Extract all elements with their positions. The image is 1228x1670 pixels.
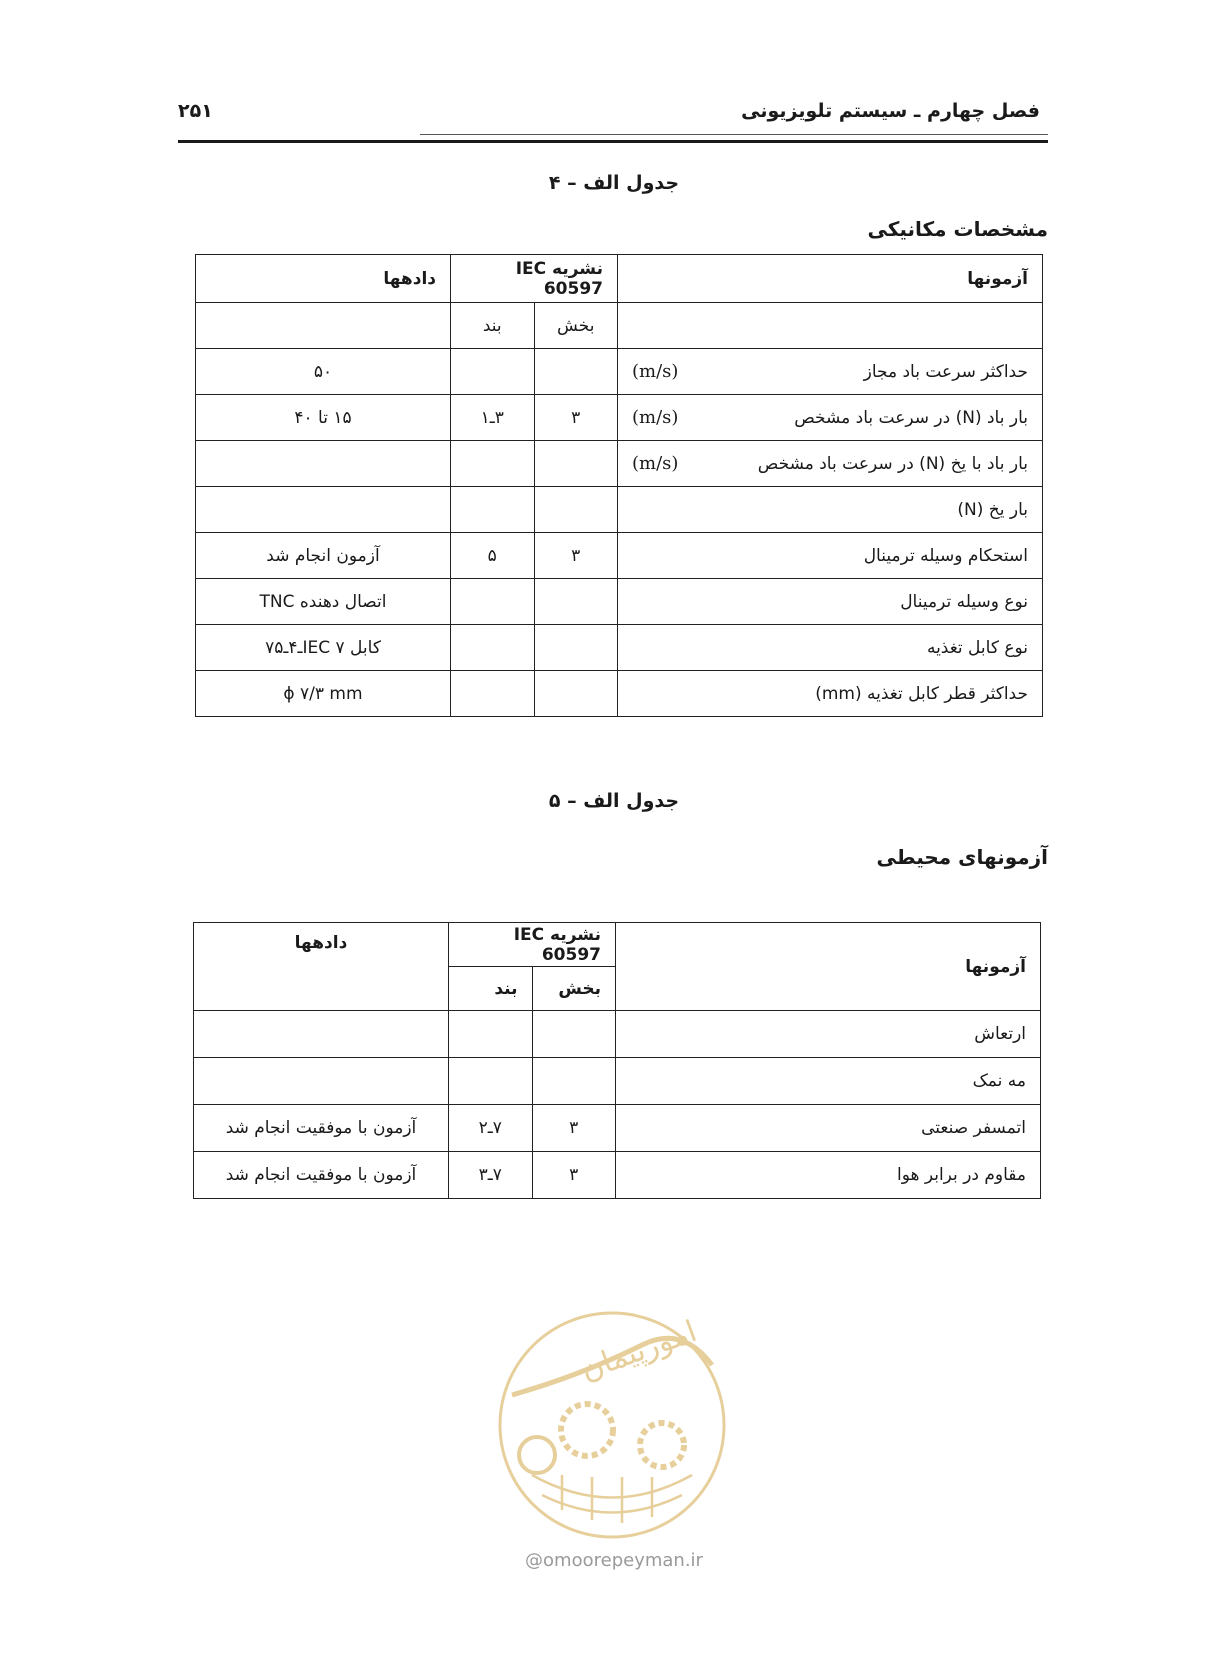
test-cell [618, 671, 1043, 717]
test-cell [618, 579, 1043, 625]
table-row [196, 395, 1043, 441]
clause-cell: ۵ [451, 533, 535, 579]
clause-cell: ۷ـ۲ [449, 1105, 533, 1152]
clause-cell [451, 671, 535, 717]
header-rule-thin [420, 134, 1048, 135]
publication-label: نشریه IEC 60597 [515, 258, 603, 299]
gear-icon [561, 1404, 613, 1456]
test-name: حداکثر سرعت باد مجاز [863, 361, 1028, 382]
test-name: استحکام وسیله ترمینال [863, 545, 1028, 566]
data-cell: آزمون انجام شد [196, 533, 451, 579]
test-cell: مقاوم در برابر هوا [616, 1152, 1041, 1199]
header-clause: بند [449, 967, 533, 1011]
data-cell [196, 441, 451, 487]
data-cell [196, 487, 451, 533]
header-part: بخش [532, 967, 616, 1011]
data-cell: ϕ ۷/۳ mm [196, 671, 451, 717]
test-cell: اتمسفر صنعتی [616, 1105, 1041, 1152]
table5-section-title: آزمونهای محیطی [876, 845, 1048, 869]
header-publication: نشریه IEC 60597 [449, 923, 616, 967]
data-cell: ۱۵ تا ۴۰ [196, 395, 451, 441]
test-cell [618, 533, 1043, 579]
data-cell: آزمون با موفقیت انجام شد [194, 1152, 449, 1199]
test-cell: مه نمک [616, 1058, 1041, 1105]
table-row [196, 441, 1043, 487]
test-name: بار باد با یخ (N) در سرعت باد مشخص [757, 453, 1028, 474]
test-name: حداکثر قطر کابل تغذیه (mm) [815, 683, 1028, 704]
table-row [194, 1105, 1041, 1152]
test-cell [618, 625, 1043, 671]
data-cell [194, 1058, 449, 1105]
table4-caption: جدول الف – ۴ [548, 172, 680, 194]
table4-section-title: مشخصات مکانیکی [867, 217, 1048, 241]
brick-grid-icon [532, 1475, 692, 1523]
clause-cell [451, 441, 535, 487]
environmental-tests-table [193, 922, 1041, 1199]
data-cell: اتصال دهنده TNC [196, 579, 451, 625]
test-cell: ارتعاش [616, 1011, 1041, 1058]
clause-cell [449, 1058, 533, 1105]
table-row [196, 625, 1043, 671]
test-name: بار باد (N) در سرعت باد مشخص [794, 407, 1028, 428]
clause-cell [451, 579, 535, 625]
clause-cell: ۳ـ۱ [451, 395, 535, 441]
table-subheader-row [196, 303, 1043, 349]
test-cell [618, 349, 1043, 395]
test-unit: (m/s) [632, 453, 679, 474]
part-cell [534, 671, 618, 717]
clause-cell [451, 487, 535, 533]
header-tests: آزمونها [618, 255, 1043, 303]
test-unit: (m/s) [632, 407, 679, 428]
page-number: ۲۵۱ [178, 100, 213, 122]
table-row [196, 579, 1043, 625]
mechanical-spec-table [195, 254, 1043, 717]
part-cell [532, 1058, 616, 1105]
test-name: بار یخ (N) [957, 499, 1028, 520]
part-cell [534, 349, 618, 395]
clause-cell [449, 1011, 533, 1058]
clause-cell [451, 625, 535, 671]
subheader-data-empty [196, 303, 451, 349]
watermark-url: @omoorepeyman.ir [525, 1550, 703, 1571]
test-name: نوع کابل تغذیه [926, 637, 1028, 658]
test-cell [618, 395, 1043, 441]
part-cell [534, 487, 618, 533]
watermark-logo [492, 1305, 732, 1545]
data-cell: ۵۰ [196, 349, 451, 395]
table-row [194, 1152, 1041, 1199]
header-data: دادهها [194, 923, 449, 1011]
part-cell [534, 579, 618, 625]
table-header-row [194, 923, 1041, 967]
part-cell [534, 441, 618, 487]
part-cell [532, 1011, 616, 1058]
table-row [196, 487, 1043, 533]
gear-icon [640, 1423, 684, 1467]
clause-cell [451, 349, 535, 395]
header-part: بخش [534, 303, 618, 349]
test-cell [618, 441, 1043, 487]
chapter-title: فصل چهارم ـ سیستم تلویزیونی [741, 100, 1040, 122]
header-rule-thick [178, 140, 1048, 143]
table-header-row [196, 255, 1043, 303]
part-cell: ۳ [534, 395, 618, 441]
part-cell: ۳ [534, 533, 618, 579]
header-clause: بند [451, 303, 535, 349]
table-row [194, 1058, 1041, 1105]
part-cell: ۳ [532, 1152, 616, 1199]
subheader-empty [618, 303, 1043, 349]
table-row [196, 533, 1043, 579]
part-cell [534, 625, 618, 671]
test-unit: (m/s) [632, 361, 679, 382]
header-publication [451, 255, 618, 303]
table-row [196, 671, 1043, 717]
watermark-logo-text: امورپیمان [576, 1314, 702, 1389]
test-name: نوع وسیله ترمینال [900, 591, 1028, 612]
test-cell [618, 487, 1043, 533]
table-row [194, 1011, 1041, 1058]
clause-cell: ۷ـ۳ [449, 1152, 533, 1199]
table5-caption: جدول الف – ۵ [548, 790, 680, 812]
part-cell: ۳ [532, 1105, 616, 1152]
scale-icon [519, 1437, 555, 1473]
header-tests: آزمونها [616, 923, 1041, 1011]
table-row [196, 349, 1043, 395]
header-data: دادهها [196, 255, 451, 303]
data-cell: کابل IEC ۷ـ۴ـ۷۵ [196, 625, 451, 671]
data-cell [194, 1011, 449, 1058]
data-cell: آزمون با موفقیت انجام شد [194, 1105, 449, 1152]
